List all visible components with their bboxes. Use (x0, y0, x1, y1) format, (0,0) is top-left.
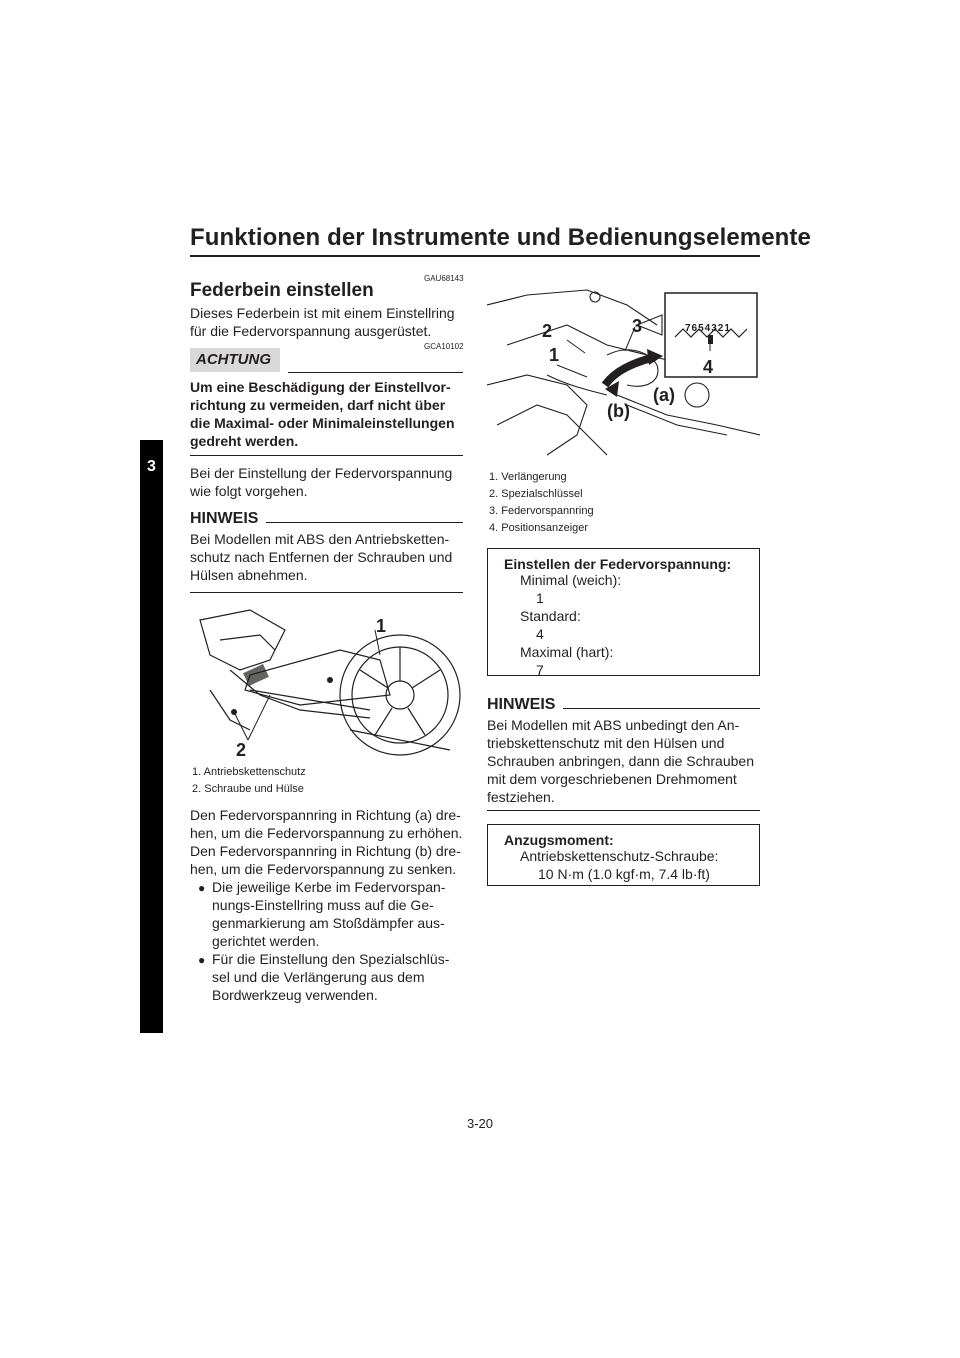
figure2-label-b: (b) (607, 401, 630, 421)
figure1-label-2: 2 (236, 740, 247, 758)
section-heading: Federbein einstellen (190, 280, 374, 301)
bullet-icon: ● (198, 953, 206, 967)
hinweis-rule (266, 522, 463, 523)
spec-box-preload (487, 548, 760, 676)
spec-box-torque (487, 824, 760, 886)
hinweis-rule-right (563, 708, 760, 709)
figure1-captions: 1. Antriebskettenschutz 2. Schraube und Hülse (192, 766, 306, 795)
direction-text: Den Federvorspannring in Richtung (a) dre- hen, um die Federvorspannung zu erhöhen. Den Federvorspannring in Richtung (b) dre- hen, um die Federvorspannung zu senken. (190, 807, 463, 877)
figure2-scale-numbers: 7654321 (685, 323, 731, 334)
hinweis-label-right: HINWEIS (487, 696, 556, 713)
spec-box-preload-title: Einstellen der Federvorspannung: (504, 556, 732, 572)
chapter-tab (140, 440, 163, 1033)
achtung-label: ACHTUNG (190, 348, 280, 372)
spec-box-torque-title: Anzugsmoment: (504, 832, 614, 848)
figure-spring-preload (487, 285, 760, 463)
hinweis-end-rule (190, 592, 463, 593)
hinweis-text-right: Bei Modellen mit ABS unbedingt den An- triebskettenschutz mit den Hülsen und Schrauben anbringen, dann die Schrauben mit dem vorgeschriebenen Drehmoment festziehen. (487, 717, 754, 805)
hinweis-text: Bei Modellen mit ABS den Antriebsketten- schutz nach Entfernen der Schrauben und Hülsen abnehmen. (190, 531, 453, 583)
figure2-captions: 1. Verlängerung 2. Spezialschlüssel 3. Federvorspannring 4. Positionsanzeiger (489, 471, 594, 534)
figure-drive-chain-guard-drawing (190, 600, 463, 758)
procedure-intro: Bei der Einstellung der Federvorspannung wie folgt vorgehen. (190, 465, 453, 499)
hinweis-label: HINWEIS (190, 510, 259, 527)
figure2-label-1: 1 (549, 345, 560, 365)
intro-text: Dieses Federbein ist mit einem Einstellring für die Federvorspannung ausgerüstet. (190, 305, 455, 339)
caution-code: GCA10102 (424, 342, 464, 351)
figure-drive-chain-guard (190, 600, 463, 758)
section-code: GAU68143 (424, 274, 464, 283)
bullet-item-2: Für die Einstellung den Spezialschlüs- sel und die Verlängerung aus dem Bordwerkzeug verwenden. (212, 951, 450, 1003)
figure2-label-4: 4 (703, 357, 714, 377)
figure2-label-3: 3 (632, 316, 643, 336)
bullet-item-1: Die jeweilige Kerbe im Federvorspan- nungs-Einstellring muss auf die Ge- genmarkierung am Stoßdämpfer aus- gerichtet werden. (212, 879, 446, 949)
figure-spring-preload-drawing (487, 285, 760, 463)
hinweis-end-rule-right (487, 810, 760, 811)
achtung-end-rule (190, 455, 463, 456)
figure2-label-a: (a) (653, 385, 675, 405)
page-number: 3-20 (466, 1116, 494, 1131)
page-title: Funktionen der Instrumente und Bedienungselemente (190, 224, 811, 251)
figure1-label-1: 1 (376, 616, 387, 636)
achtung-rule (288, 372, 463, 373)
achtung-text: Um eine Beschädigung der Einstellvor- richtung zu vermeiden, darf nicht über die Maximal- oder Minimaleinstellungen gedreht werden. (190, 379, 455, 449)
figure2-label-2: 2 (542, 321, 553, 341)
title-rule (190, 255, 760, 257)
spec-box-torque-values: Antriebskettenschutz-Schraube: 10 N·m (1.0 kgf·m, 7.4 lb·ft) (520, 848, 719, 882)
bullet-icon: ● (198, 881, 206, 895)
spec-box-preload-values: Minimal (weich): 1 Standard: 4 Maximal (hart): 7 (520, 572, 622, 678)
chapter-tab-number: 3 (147, 458, 156, 475)
